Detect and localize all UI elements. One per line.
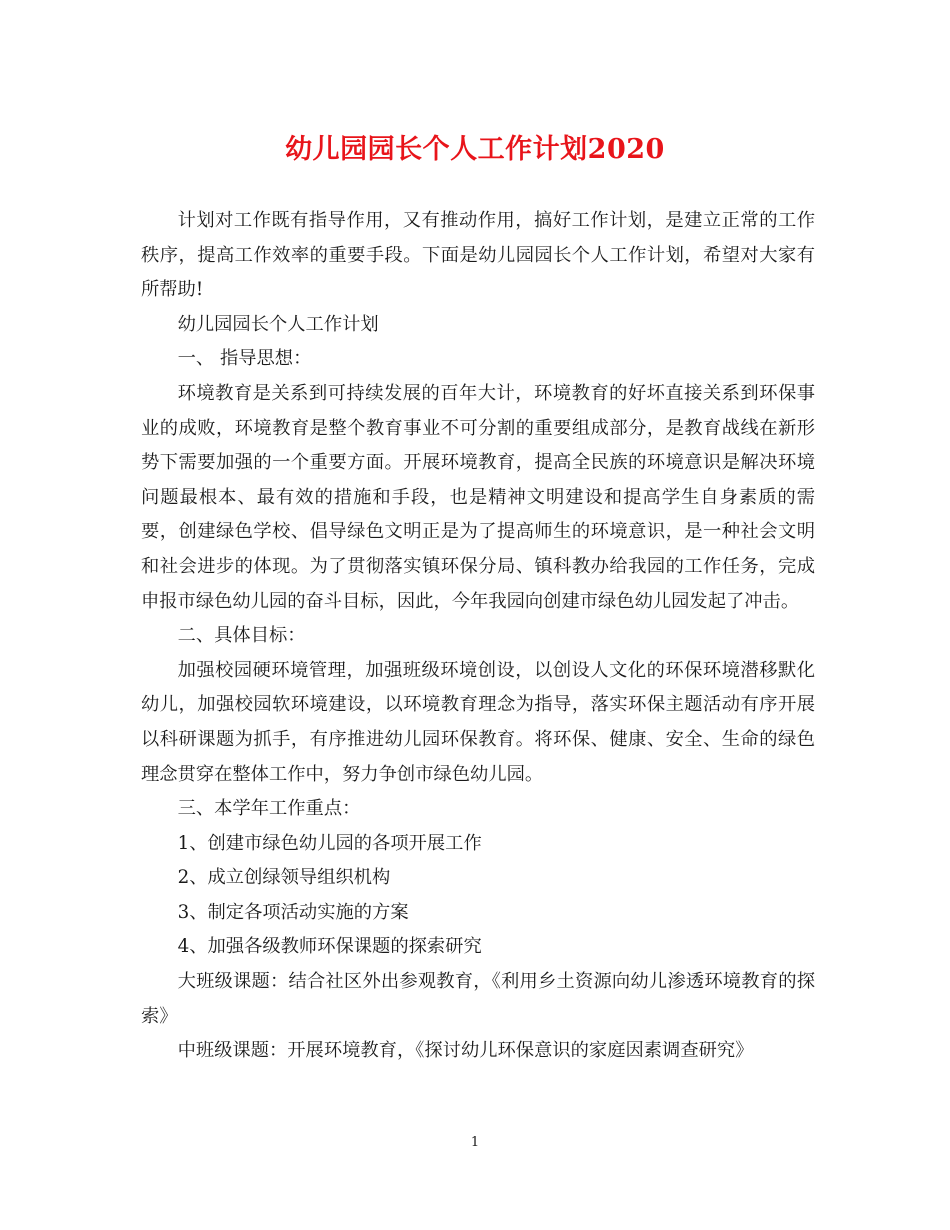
- paragraph: 二、具体目标：: [177, 625, 306, 647]
- paragraph: 4、加强各级教师环保课题的探索研究: [177, 936, 482, 958]
- paragraph: 一、 指导思想：: [177, 348, 312, 370]
- paragraph: 三、本学年工作重点：: [177, 798, 361, 820]
- paragraph: 幼儿园园长个人工作计划: [177, 313, 379, 335]
- page-number: 1: [470, 1135, 480, 1150]
- paragraph: 环境教育是关系到可持续发展的百年大计，环境教育的好坏直接关系到环保事业的成败，环境教育是整个教育事业不可分割的重要组成部分，是教育战线在新形势下需要加强的一个重要方面。开展环境教育，提高全民族的环境意识是解决环境问题最根本、最有效的措施和手段，也是精神文明建设和提高学生自身素质的需要，创建绿色学校、倡导绿色文明正是为了提高师生的环境意识，是一种社会文明和社会进步的体现。为了贯彻落实镇环保分局、镇科教办给我园的工作任务，完成申报市绿色幼儿园的奋斗目标，因此，今年我园向创建市绿色幼儿园发起了冲击。: [141, 382, 815, 612]
- paragraph: 3、制定各项活动实施的方案: [177, 901, 409, 923]
- paragraph: 计划对工作既有指导作用，又有推动作用，搞好工作计划，是建立正常的工作秩序，提高工作效率的重要手段。下面是幼儿园园长个人工作计划，希望对大家有所帮助!: [141, 210, 815, 301]
- paragraph: 中班级课题：开展环境教育，《探讨幼儿环保意识的家庭因素调查研究》: [177, 1040, 754, 1062]
- paragraph: 1、创建市绿色幼儿园的各项开展工作: [177, 832, 482, 854]
- page-title: 幼儿园园长个人工作计划2020: [285, 134, 665, 165]
- paragraph: 2、成立创绿领导组织机构: [177, 867, 391, 889]
- paragraph: 大班级课题：结合社区外出参观教育，《利用乡土资源向幼儿渗透环境教育的探索》: [141, 971, 815, 1027]
- document-body: [141, 204, 815, 1069]
- paragraph: 加强校园硬环境管理，加强班级环境创设，以创设人文化的环保环境潜移默化幼儿，加强校园软环境建设，以环境教育理念为指导，落实环保主题活动有序开展以科研课题为抓手，有序推进幼儿园环保教育。将环保、健康、安全、生命的绿色理念贯穿在整体工作中，努力争创市绿色幼儿园。: [141, 659, 815, 785]
